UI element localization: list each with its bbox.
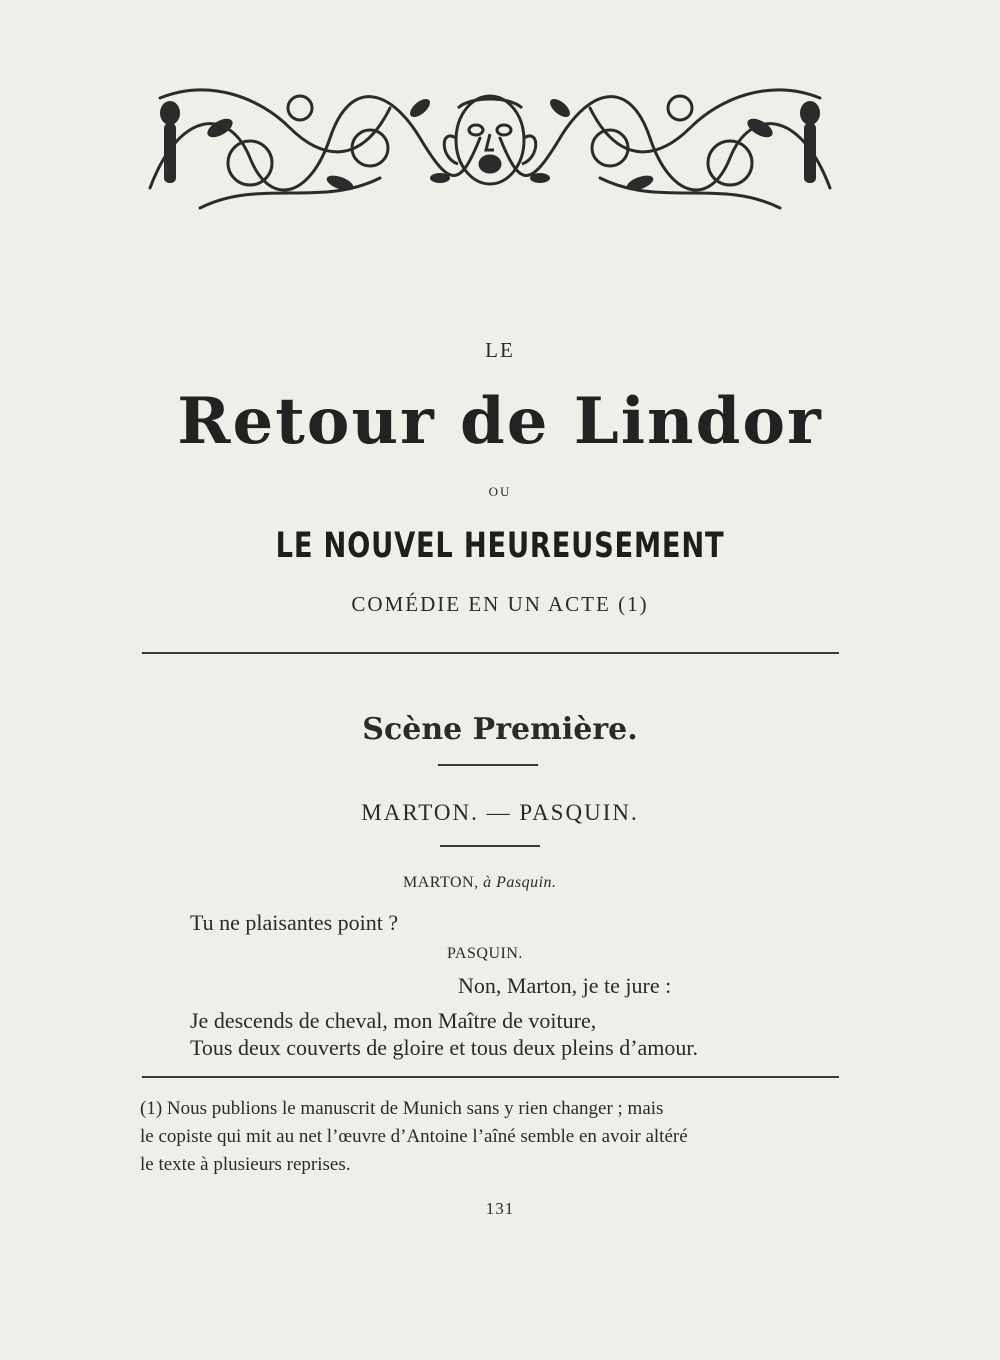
short-divider (438, 764, 538, 766)
speaker-pasquin: PASQUIN. (447, 945, 523, 962)
verse-line: Tous deux couverts de gloire et tous deux pleins d’amour. (190, 1035, 699, 1060)
genre-line: COMÉDIE EN UN ACTE (1) (351, 592, 649, 616)
footnote-line: (1) Nous publions le manuscrit de Munich sans y rien changer ; mais (140, 1098, 664, 1119)
character-list: MARTON. — PASQUIN. (361, 800, 639, 825)
speaker-marton (403, 874, 557, 892)
subtitle: LE NOUVEL HEUREUSEMENT (275, 526, 725, 566)
footnote-line: le texte à plusieurs reprises. (140, 1154, 351, 1175)
short-divider (440, 845, 540, 847)
footnote-divider (142, 1076, 839, 1078)
page-title: Retour de Lindor (177, 384, 823, 459)
title-conjunction: OU (488, 484, 512, 499)
page-number: 131 (485, 1199, 515, 1218)
title-prefix: LE (485, 338, 515, 362)
footnote (140, 1095, 840, 1179)
verse-line: Tu ne plaisantes point ? (190, 910, 399, 935)
verse-line: Je descends de cheval, mon Maître de voiture, (190, 1008, 597, 1033)
footnote-line: le copiste qui mit au net l’œuvre d’Antoine l’aîné semble en avoir altéré (140, 1126, 688, 1147)
decorative-vine-mask-band-icon (140, 68, 840, 214)
speaker-name: MARTON, (403, 874, 479, 891)
divider (142, 652, 839, 654)
stage-direction: à Pasquin. (483, 874, 557, 891)
verse-line: Non, Marton, je te jure : (458, 973, 672, 998)
scene-heading: Scène Première. (362, 712, 638, 747)
